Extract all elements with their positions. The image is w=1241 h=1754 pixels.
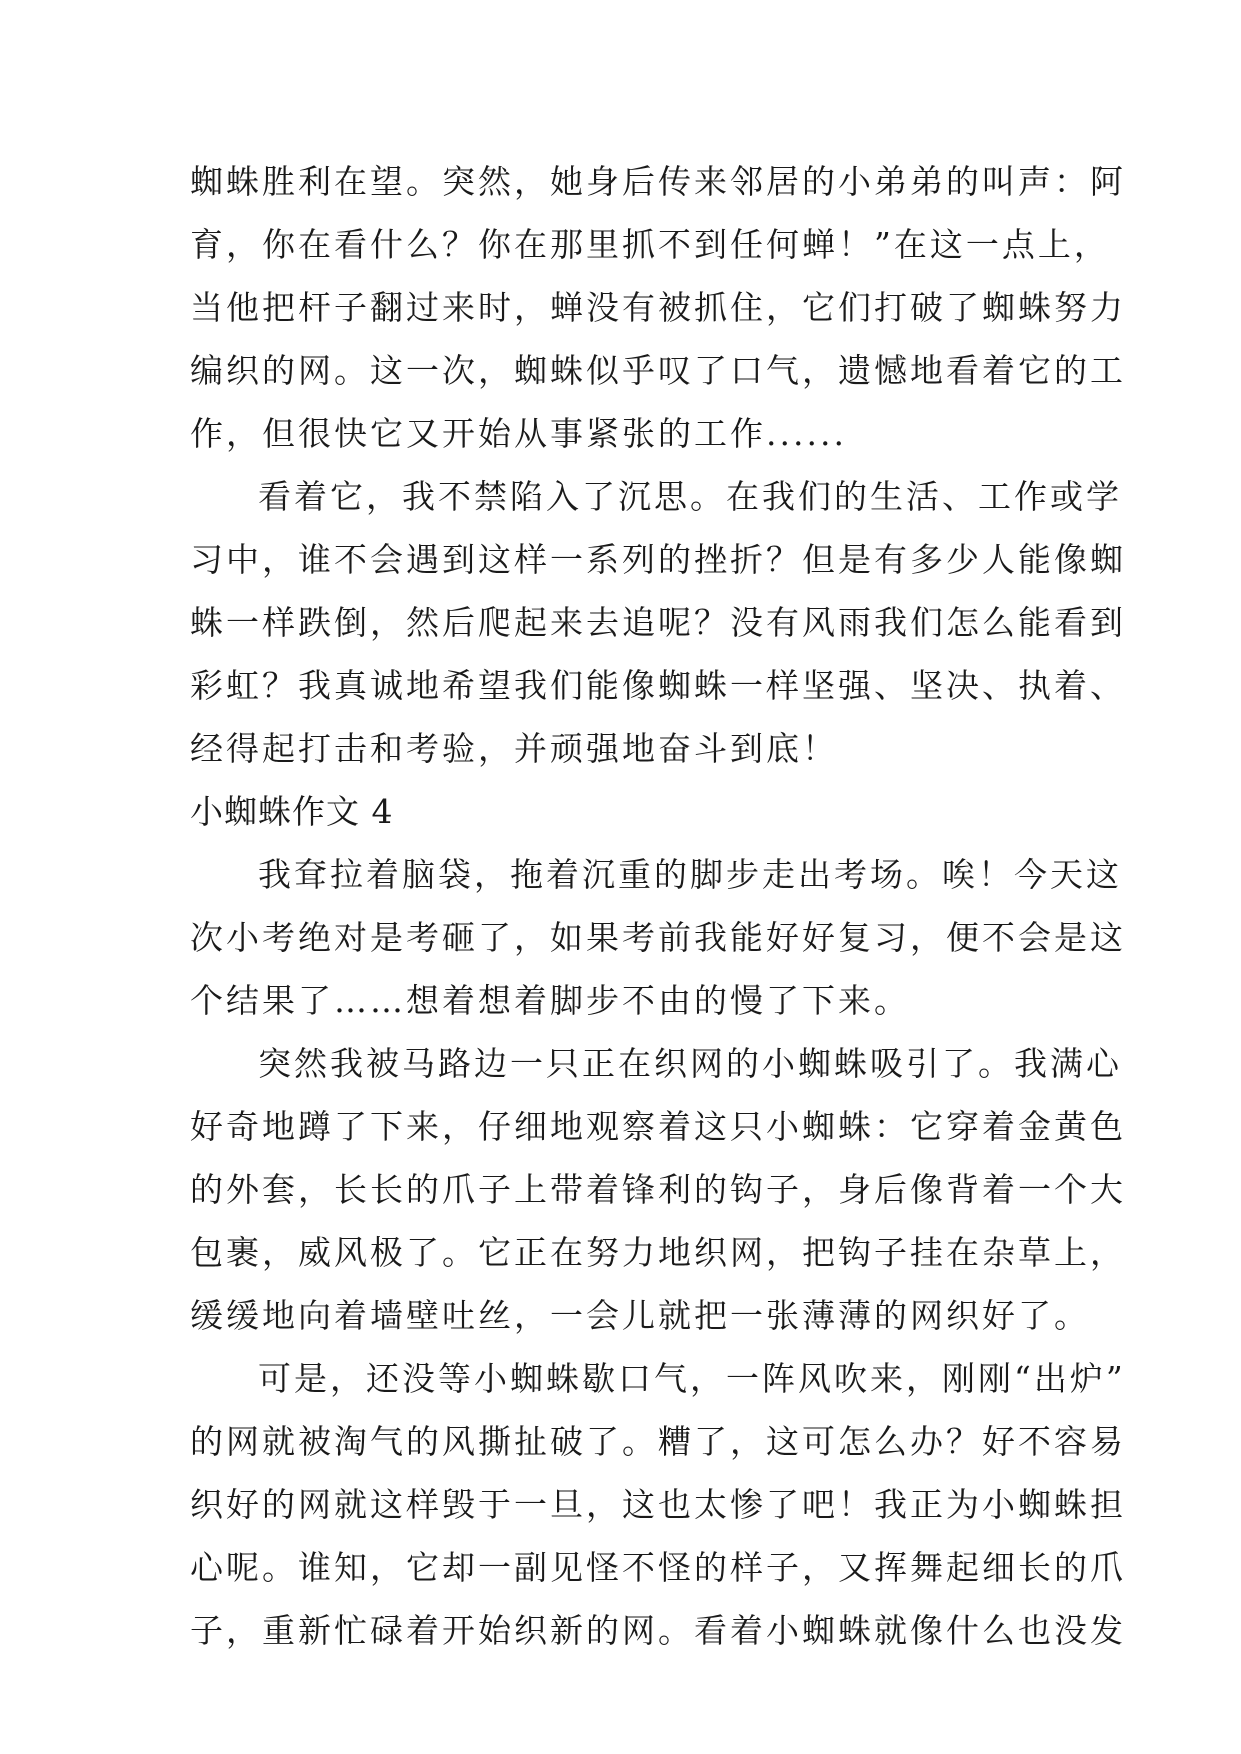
paragraph-first-line: 我耷拉着脑袋，拖着沉重的脚步走出考场。唉！今天这	[258, 855, 1122, 894]
text-line: 蜘蛛胜利在望。突然，她身后传来邻居的小弟弟的叫声：阿	[190, 162, 1126, 201]
document-body	[190, 150, 1126, 1662]
text-line: 次小考绝对是考砸了，如果考前我能好好复习，便不会是这	[190, 918, 1126, 957]
paragraph-first-line: 突然我被马路边一只正在织网的小蜘蛛吸引了。我满心	[258, 1044, 1122, 1083]
text-line: 作，但很快它又开始从事紧张的工作......	[190, 414, 847, 453]
text-line: 习中，谁不会遇到这样一系列的挫折？但是有多少人能像蜘	[190, 540, 1126, 579]
paragraph-first-line: 可是，还没等小蜘蛛歇口气，一阵风吹来，刚刚“出炉”	[258, 1359, 1126, 1398]
text-line: 子，重新忙碌着开始织新的网。看着小蜘蛛就像什么也没发	[190, 1611, 1126, 1650]
text-line: 好奇地蹲了下来，仔细地观察着这只小蜘蛛：它穿着金黄色	[190, 1107, 1126, 1146]
text-line: 包裹，威风极了。它正在努力地织网，把钩子挂在杂草上，	[190, 1233, 1126, 1272]
text-line: 心呢。谁知，它却一副见怪不怪的样子，又挥舞起细长的爪	[190, 1548, 1126, 1587]
text-line: 个结果了……想着想着脚步不由的慢了下来。	[190, 981, 910, 1020]
text-line: 当他把杆子翻过来时，蝉没有被抓住，它们打破了蜘蛛努力	[190, 288, 1126, 327]
text-line: 编织的网。这一次，蜘蛛似乎叹了口气，遗憾地看着它的工	[190, 351, 1126, 390]
text-line: 织好的网就这样毁于一旦，这也太惨了吧！我正为小蜘蛛担	[190, 1485, 1126, 1524]
text-line: 缓缓地向着墙壁吐丝，一会儿就把一张薄薄的网织好了。	[190, 1296, 1090, 1335]
section-heading: 小蜘蛛作文 4	[190, 792, 394, 831]
text-line: 育，你在看什么？你在那里抓不到任何蝉！”在这一点上，	[190, 225, 1110, 264]
text-line: 彩虹？我真诚地希望我们能像蜘蛛一样坚强、坚决、执着、	[190, 666, 1126, 705]
text-line: 经得起打击和考验，并顽强地奋斗到底！	[190, 729, 838, 768]
paragraph-first-line: 看着它，我不禁陷入了沉思。在我们的生活、工作或学	[258, 477, 1122, 516]
text-line: 的网就被淘气的风撕扯破了。糟了，这可怎么办？好不容易	[190, 1422, 1126, 1461]
text-line: 的外套，长长的爪子上带着锋利的钩子，身后像背着一个大	[190, 1170, 1126, 1209]
text-line: 蛛一样跌倒，然后爬起来去追呢？没有风雨我们怎么能看到	[190, 603, 1126, 642]
